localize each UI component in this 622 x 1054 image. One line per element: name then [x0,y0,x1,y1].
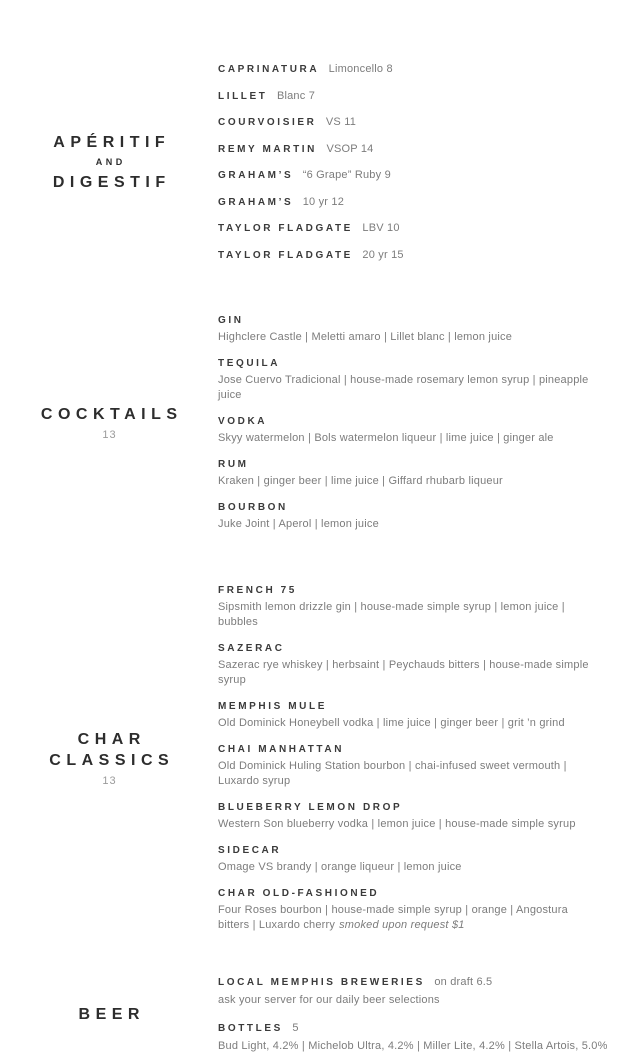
item-name: BOURBON [218,502,288,513]
item-name: SIDECAR [218,845,282,856]
section-price: 13 [102,775,117,787]
item-name: VODKA [218,416,268,427]
item-name: GRAHAM’S [218,170,294,181]
item-detail: 10 yr 12 [302,195,345,208]
item-name: CHAR OLD-FASHIONED [218,888,380,899]
item-desc: Juke Joint | Aperol | lemon juice [218,518,379,530]
item-name: REMY MARTIN [218,143,317,155]
item-desc: Highclere Castle | Meletti amaro | Lillet blanc | lemon juice [218,331,513,343]
item-name: TEQUILA [218,358,281,369]
menu-item [218,457,614,489]
menu-item [218,641,614,688]
menu-item [218,843,614,875]
menu-item [218,1021,614,1054]
menu-item [218,583,614,630]
section-title-line: COCKTAILS [40,406,183,423]
section-price: 13 [102,429,117,441]
item-name: LILLET [218,90,268,102]
menu-item [218,56,614,83]
section-title-line: APÉRITIF [53,133,171,151]
item-detail: Blanc 7 [276,89,316,102]
menu-item [218,109,614,136]
item-desc: Kraken | ginger beer | lime juice | Giffard rhubarb liqueur [218,475,503,487]
item-desc: Omage VS brandy | orange liqueur | lemon juice [218,861,462,873]
item-name: TAYLOR FLADGATE [218,223,353,234]
item-detail: VSOP 14 [326,142,374,155]
menu-item [218,975,614,1008]
item-detail: 20 yr 15 [362,248,404,261]
item-desc: Sipsmith lemon drizzle gin | house-made simple syrup | lemon juice | bubbles [218,601,565,628]
section-title-line: CHAR [77,731,146,748]
item-desc: Western Son blueberry vodka | lemon juice | house-made simple syrup [218,818,576,830]
item-name: BLUEBERRY LEMON DROP [218,802,403,813]
item-desc: Old Dominick Huling Station bourbon | chai-infused sweet vermouth | Luxardo syrup [218,760,567,787]
section-items-beer [218,975,614,1054]
item-name: SAZERAC [218,643,285,654]
item-name: LOCAL MEMPHIS BREWERIES [218,977,425,988]
item-detail: VS 11 [325,116,357,128]
section-label-beer [0,1004,218,1025]
section-label-char-classics [0,729,218,787]
item-desc: Old Dominick Honeybell vodka | lime juice | ginger beer | grit ’n grind [218,717,565,729]
menu-item [218,500,614,532]
menu-item [218,414,614,446]
section-cocktails [0,313,622,532]
menu-item [218,313,614,345]
item-desc [218,903,596,933]
section-items-char-classics [218,583,614,933]
section-label-cocktails [0,404,218,441]
item-name: CHAI MANHATTAN [218,744,345,755]
item-detail: 5 [292,1022,299,1034]
item-desc: Sazerac rye whiskey | herbsaint | Peychauds bitters | house-made simple syrup [218,659,589,686]
item-name: GIN [218,315,244,326]
item-name: TAYLOR FLADGATE [218,249,353,261]
menu-item [218,136,614,163]
item-name: GRAHAM’S [218,196,294,208]
menu-item [218,215,614,242]
item-name: MEMPHIS MULE [218,701,327,712]
menu-item [218,886,614,933]
item-desc: Bud Light, 4.2% | Michelob Ultra, 4.2% | Miller Lite, 4.2% | Stella Artois, 5.0% [218,1040,608,1052]
item-detail: Limoncello 8 [328,63,393,75]
item-desc: Skyy watermelon | Bols watermelon liqueur | lime juice | ginger ale [218,432,554,444]
section-char-classics [0,583,622,933]
menu-item [218,742,614,789]
section-beer [0,975,622,1054]
menu-item [218,800,614,832]
item-desc-text: Four Roses bourbon | house-made simple syrup | orange | Angostura bitters | Luxardo cherry [218,904,568,931]
menu-item [218,242,614,269]
menu-item [218,83,614,110]
menu-item [218,189,614,216]
item-name: COURVOISIER [218,117,317,128]
item-name: FRENCH 75 [218,585,297,596]
section-aperitif-digestif [0,0,622,268]
item-detail: “6 Grape” Ruby 9 [302,169,391,181]
item-detail: on draft 6.5 [434,976,493,988]
section-items-aperitif [218,56,614,268]
item-desc: Jose Cuervo Tradicional | house-made rosemary lemon syrup | pineapple juice [218,374,589,401]
section-title-line: CLASSICS [49,752,175,769]
menu-item [218,162,614,189]
item-detail: LBV 10 [362,222,400,234]
item-name: CAPRINATURA [218,64,320,75]
item-name: BOTTLES [218,1023,283,1034]
menu-item [218,356,614,403]
section-title-line: DIGESTIF [52,173,171,191]
section-title-and: AND [95,156,126,167]
section-items-cocktails [218,313,614,532]
section-title-line: BEER [78,1006,145,1023]
section-label-aperitif [0,132,218,193]
item-note: smoked upon request $1 [339,919,465,931]
item-desc: ask your server for our daily beer selections [218,994,440,1006]
menu-item [218,699,614,731]
item-name: RUM [218,459,249,470]
